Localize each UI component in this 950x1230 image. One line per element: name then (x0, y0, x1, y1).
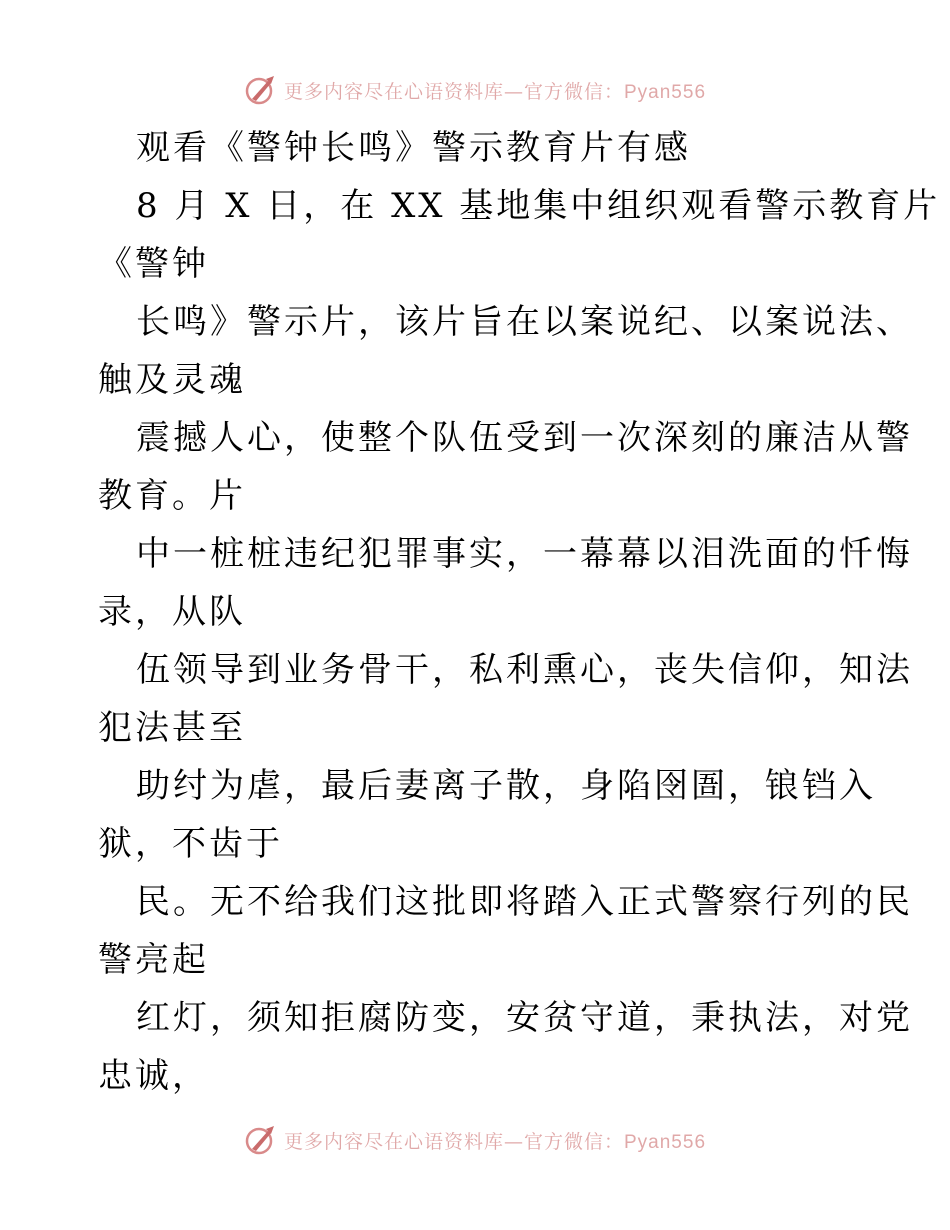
paragraph-line: 《警钟 (98, 244, 209, 284)
paragraph-line: 犯法甚至 (98, 708, 246, 748)
paragraph-line: 录，从队 (98, 592, 246, 632)
document-title: 观看《警钟长鸣》警示教育片有感 (136, 128, 691, 168)
paragraph-line: 触及灵魂 (98, 360, 246, 400)
footer-watermark-banner (0, 1122, 950, 1158)
watermark-label: 更多内容尽在心语资料库—官方微信： (283, 1130, 624, 1153)
paragraph-line: 中一桩桩违纪犯罪事实，一幕幕以泪洗面的忏悔 (136, 534, 913, 574)
watermark-text (284, 77, 706, 104)
quill-logo-icon (244, 1123, 278, 1157)
quill-logo-icon (244, 73, 278, 107)
paragraph-line: 震撼人心，使整个队伍受到一次深刻的廉洁从警 (136, 418, 913, 458)
watermark-wechat-id: Pyan556 (624, 81, 707, 103)
paragraph-line: 红灯，须知拒腐防变，安贫守道，秉执法，对党 (136, 998, 913, 1038)
paragraph-line: 长鸣》警示片，该片旨在以案说纪、以案说法、 (136, 302, 913, 342)
header-watermark-banner (0, 72, 950, 108)
watermark-text (284, 1127, 706, 1154)
watermark-label: 更多内容尽在心语资料库—官方微信： (283, 80, 624, 103)
paragraph-line: 8 月 X 日，在 XX 基地集中组织观看警示教育片 (136, 186, 941, 226)
paragraph-line: 助纣为虐，最后妻离子散，身陷囹圄，锒铛入 (136, 766, 876, 806)
paragraph-line: 民。无不给我们这批即将踏入正式警察行列的民 (136, 882, 913, 922)
paragraph-line: 狱，不齿于 (98, 824, 283, 864)
paragraph-line: 警亮起 (98, 940, 209, 980)
paragraph-line: 忠诚， (98, 1056, 209, 1096)
paragraph-line: 教育。片 (98, 476, 246, 516)
watermark-wechat-id: Pyan556 (624, 1131, 707, 1153)
paragraph-line: 伍领导到业务骨干，私利熏心，丧失信仰，知法 (136, 650, 913, 690)
